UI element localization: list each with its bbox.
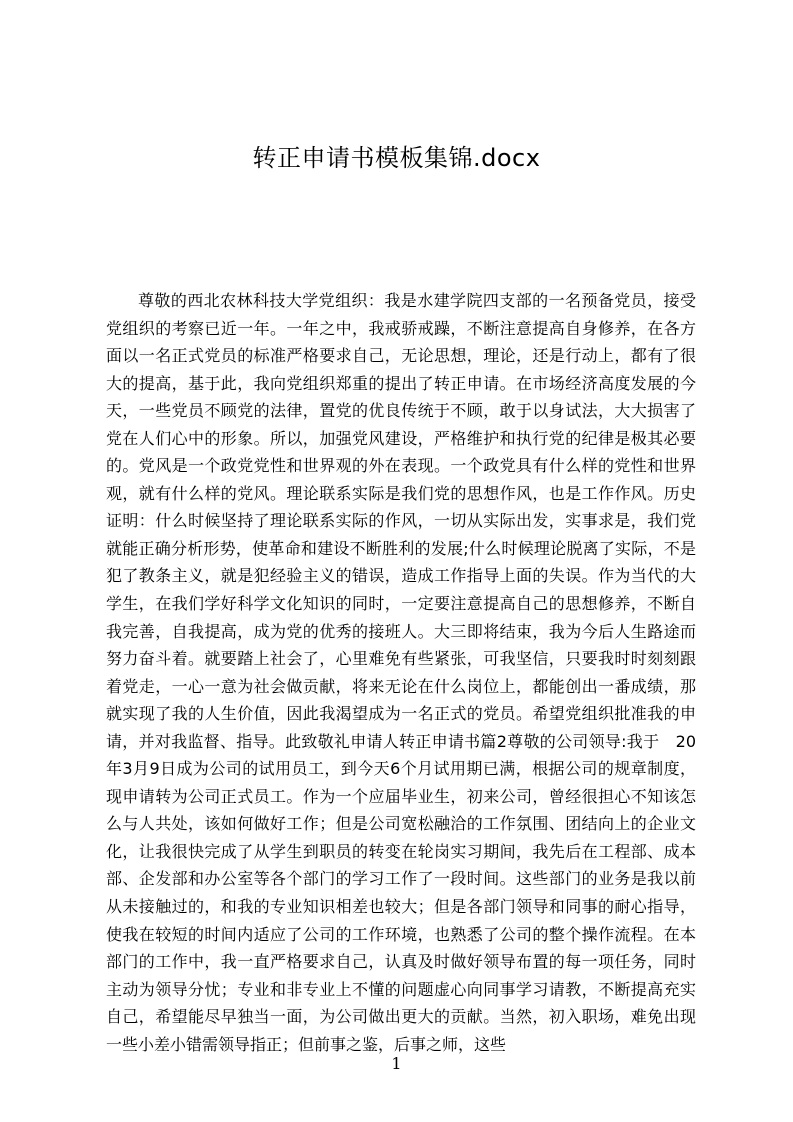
- document-body-paragraph: 尊敬的西北农林科技大学党组织：我是水建学院四支部的一名预备党员，接受党组织的考察已近一年。一年之中，我戒骄戒躁，不断注意提高自身修养，在各方面以一名正式党员的标准严格要求自己，无论思想，理论，还是行动上，都有了很大的提高，基于此，我向党组织郑重的提出了转正申请。在市场经济高度发展的今天，一些党员不顾党的法律，置党的优良传统于不顾，敢于以身试法，大大损害了党在人们心中的形象。所以，加强党风建设，严格维护和执行党的纪律是极其必要的。党风是一个政党党性和世界观的外在表现。一个政党具有什么样的党性和世界观，就有什么样的党风。理论联系实际是我们党的思想作风，也是工作作风。历史证明：什么时候坚持了理论联系实际的作风，一切从实际出发，实事求是，我们党就能正确分析形势，使革命和建设不断胜利的发展;什么时候理论脱离了实际，不是犯了教条主义，就是犯经验主义的错误，造成工作指导上面的失误。作为当代的大学生，在我们学好科学文化知识的同时，一定要注意提高自己的思想修养，不断自我完善，自我提高，成为党的优秀的接班人。大三即将结束，我为今后人生路途而努力奋斗着。就要踏上社会了，心里难免有些紧张，可我坚信，只要我时时刻刻跟着党走，一心一意为社会做贡献，将来无论在什么岗位上，都能创出一番成绩，那就实现了我的人生价值，因此我渴望成为一名正式的党员。希望党组织批准我的申请，并对我监督、指导。此致敬礼申请人转正申请书篇2尊敬的公司领导:我于 20年3月9日成为公司的试用员工，到今天6个月试用期已满，根据公司的规章制度，现申请转为公司正式员工。作为一个应届毕业生，初来公司，曾经很担心不知该怎么与人共处，该如何做好工作；但是公司宽松融洽的工作氛围、团结向上的企业文化，让我很快完成了从学生到职员的转变在轮岗实习期间，我先后在工程部、成本部、企发部和办公室等各个部门的学习工作了一段时间。这些部门的业务是我以前从未接触过的，和我的专业知识相差也较大；但是各部门领导和同事的耐心指导，使我在较短的时间内适应了公司的工作环境，也熟悉了公司的整个操作流程。在本部门的工作中，我一直严格要求自己，认真及时做好领导布置的每一项任务，同时主动为领导分忧；专业和非专业上不懂的问题虚心向同事学习请教，不断提高充实自己，希望能尽早独当一面，为公司做出更大的贡献。当然，初入职场，难免出现一些小差小错需领导指正；但前事之鉴，后事之师，这些: [106, 291, 696, 1054]
- page-number: 1: [391, 1054, 402, 1073]
- document-title: 转正申请书模板集锦.docx: [252, 144, 541, 172]
